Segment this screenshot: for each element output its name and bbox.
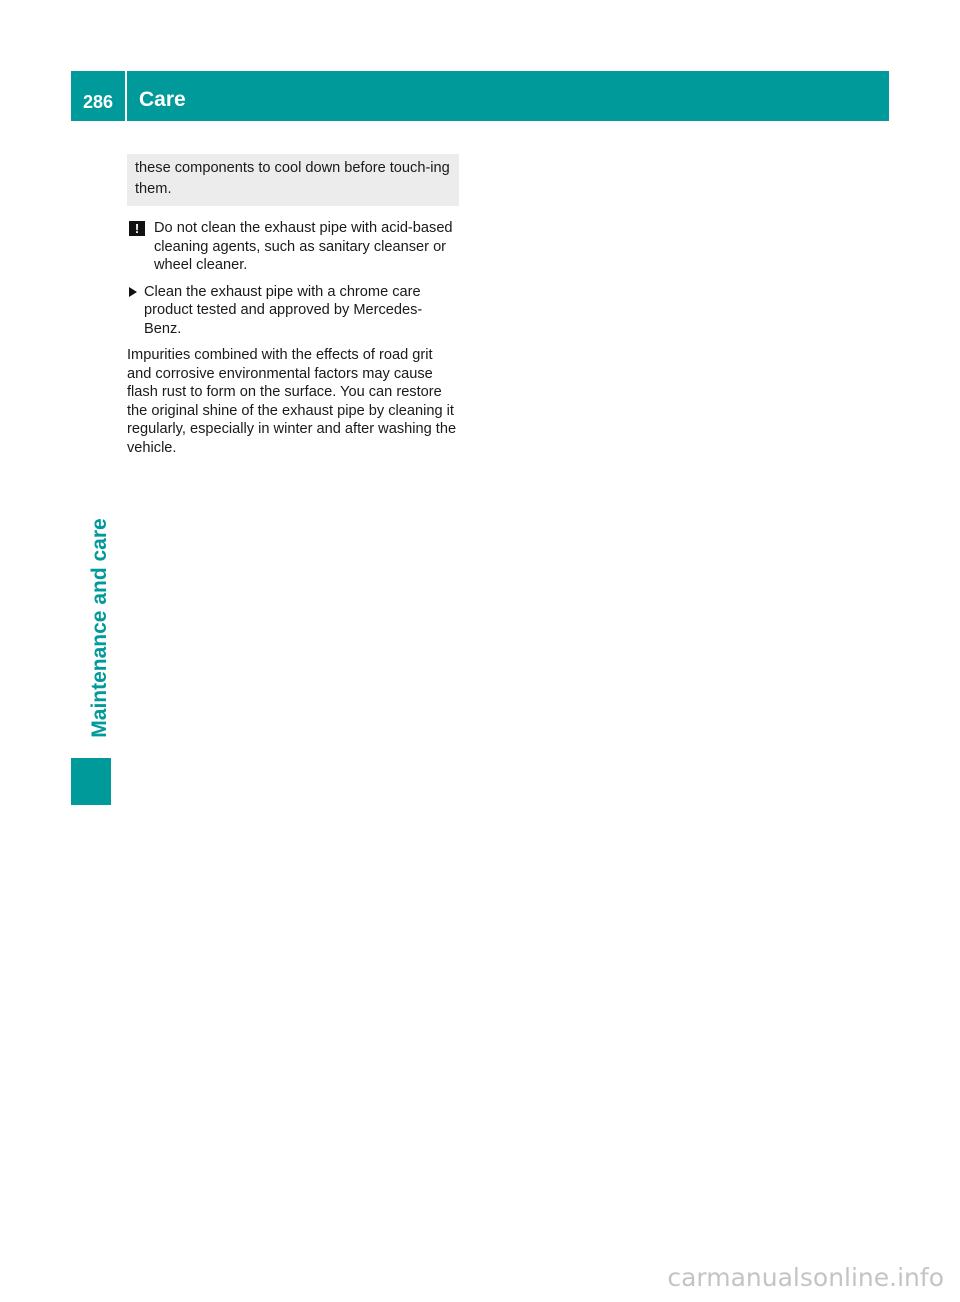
- note-text: Do not clean the exhaust pipe with acid-based cleaning agents, such as sanitary cleanser or wheel cleaner.: [154, 220, 453, 273]
- step-text: Clean the exhaust pipe with a chrome care product tested and approved by Mercedes-Benz.: [144, 283, 423, 337]
- page-content: [127, 154, 459, 457]
- body-paragraph: Impurities combined with the effects of road grit and corrosive environmental factors may cause flash rust to form on the surface. You can restore the original shine of the exhaust pipe by cleaning it regularly, especially in winter and after washing the vehicle.: [127, 347, 457, 456]
- side-tab-marker: [71, 758, 111, 805]
- page-header: [71, 71, 889, 121]
- page-number: 286: [82, 92, 114, 112]
- section-title: Care: [139, 88, 186, 111]
- exclamation-icon: !: [129, 221, 145, 236]
- header-divider: [125, 71, 127, 121]
- arrow-right-icon: [129, 287, 137, 297]
- warning-box-continuation: these components to cool down before touch-ing them.: [127, 154, 459, 206]
- side-tab-label: Maintenance and care: [88, 518, 111, 738]
- note-item: [127, 219, 459, 275]
- instruction-step: [127, 283, 459, 339]
- site-watermark: carmanualsonline.info: [667, 1263, 944, 1292]
